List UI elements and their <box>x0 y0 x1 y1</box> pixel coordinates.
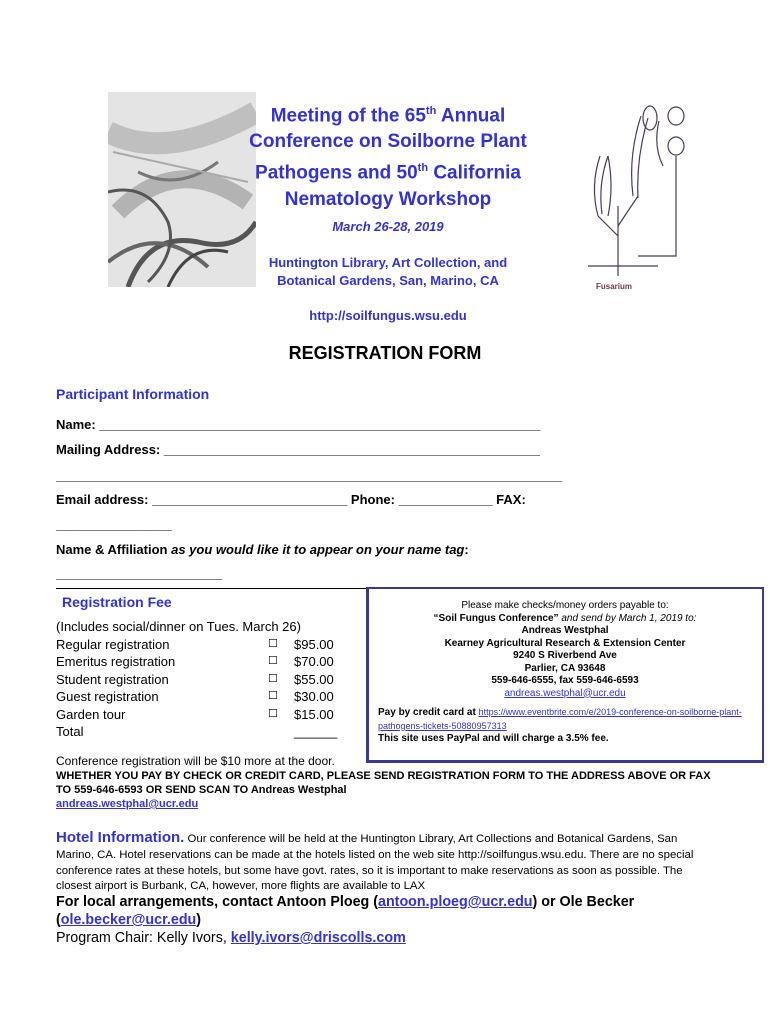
mailing-address-field[interactable]: Mailing Address: ____________________________________________________ <box>56 442 540 457</box>
fee-row: Regular registration ☐ $95.00 <box>56 636 334 652</box>
fee-row: Guest registration ☐ $30.00 <box>56 689 334 704</box>
microscope-photo <box>108 92 256 287</box>
divider <box>56 588 366 589</box>
drawing-caption: Fusarium <box>596 282 633 291</box>
address-line-field[interactable]: ______________________________________________________________________ <box>56 468 563 483</box>
fee-row: Garden tour ☐ $15.00 <box>56 706 334 722</box>
send-email-link[interactable]: andreas.westphal@ucr.edu <box>56 798 199 810</box>
hotel-heading: Hotel Information. <box>56 829 185 846</box>
participant-heading: Participant Information <box>56 386 210 402</box>
fee-note: (Includes social/dinner on Tues. March 26) <box>56 619 301 634</box>
event-date: March 26-28, 2019 <box>332 219 444 234</box>
checkbox[interactable]: ☐ <box>268 690 278 702</box>
ploeg-email-link[interactable]: antoon.ploeg@ucr.edu <box>378 894 533 910</box>
local-arrangements: For local arrangements, contact Antoon Ploeg (antoon.ploeg@ucr.edu) or Ole Becker (ole.becker@ucr.edu) <box>56 894 635 928</box>
fee-list <box>56 618 352 741</box>
fee-total-row: Total ______ <box>56 723 352 741</box>
event-venue: Huntington Library, Art Collection, and Botanical Gardens, San, Marino, CA <box>268 255 508 288</box>
fee-row: Student registration ☐ $55.00 <box>56 671 334 687</box>
affiliation-label: Name & Affiliation as you would like it to appear on your name tag: <box>56 542 469 557</box>
affiliation-field[interactable]: _______________________ <box>56 566 223 581</box>
becker-email-link[interactable]: ole.becker@ucr.edu <box>60 912 197 928</box>
payment-email-link[interactable]: andreas.westphal@ucr.edu <box>504 687 626 699</box>
door-note: Conference registration will be $10 more at the door. <box>56 754 335 768</box>
fee-heading: Registration Fee <box>62 594 172 610</box>
form-title: REGISTRATION FORM <box>288 343 482 363</box>
send-note: WHETHER YOU PAY BY CHECK OR CREDIT CARD, PLEASE SEND REGISTRATION FORM TO THE ADDRESS ABOVE OR FAX TO 559-646-6593 OR SEND SCAN TO Andreas Westphal <box>56 770 711 796</box>
fax-field-continued[interactable]: ________________ <box>56 517 172 532</box>
program-chair: Program Chair: Kelly Ivors, kelly.ivors@driscolls.com <box>56 930 406 946</box>
hotel-info: Hotel Information. Our conference will be held at the Huntington Library, Art Collections and Botanical Gardens, San Marino, CA. Hotel reservations can be made at the hotels listed on the web site http://soilfungus.wsu.edu. There are no special conference rates at these hotels, but some have govt. rates, so it is important to make reservations as soon as possible. The closest airport is Burbank, CA, however, more flights are available to LAX <box>56 829 694 893</box>
email-phone-fax-field[interactable]: Email address: ___________________________ Phone: _____________ FAX: <box>56 492 526 507</box>
checkbox[interactable]: ☐ <box>268 637 278 650</box>
fusarium-drawing <box>578 96 698 294</box>
checkbox[interactable]: ☐ <box>268 655 278 667</box>
checkbox[interactable]: ☐ <box>268 707 278 720</box>
name-field[interactable]: Name: _____________________________________________________________ <box>56 417 541 432</box>
fee-row: Emeritus registration ☐ $70.00 <box>56 654 334 669</box>
event-url[interactable]: http://soilfungus.wsu.edu <box>309 308 467 323</box>
event-title: Meeting of the 65th Annual Conference on Soilborne Plant Pathogens and 50th California Nematology Workshop <box>249 105 527 210</box>
eventbrite-link[interactable]: https://www.eventbrite.com/e/2019-conference-on-soilborne-plant-pathogens-tickets-50880957313 <box>378 707 742 731</box>
checkbox[interactable]: ☐ <box>268 672 278 685</box>
payment-instructions: Please make checks/money orders payable to: “Soil Fungus Conference” and send by March 1, 2019 to: Andreas Westphal Kearney Agricultural Research & Extension Center 9240 S Riverbend Ave Parlier, CA 93648 559-646-6555, fax 559-646-6593 andreas.westphal@ucr.edu <box>370 600 760 700</box>
credit-card-info: Pay by credit card at https://www.eventbrite.com/e/2019-conference-on-soilborne-plant-pathogens-tickets-50880957313 This site uses PayPal and will charge a 3.5% fee. <box>378 707 742 744</box>
ivors-email-link[interactable]: kelly.ivors@driscolls.com <box>230 930 406 946</box>
total-field[interactable]: ______ <box>294 724 338 739</box>
